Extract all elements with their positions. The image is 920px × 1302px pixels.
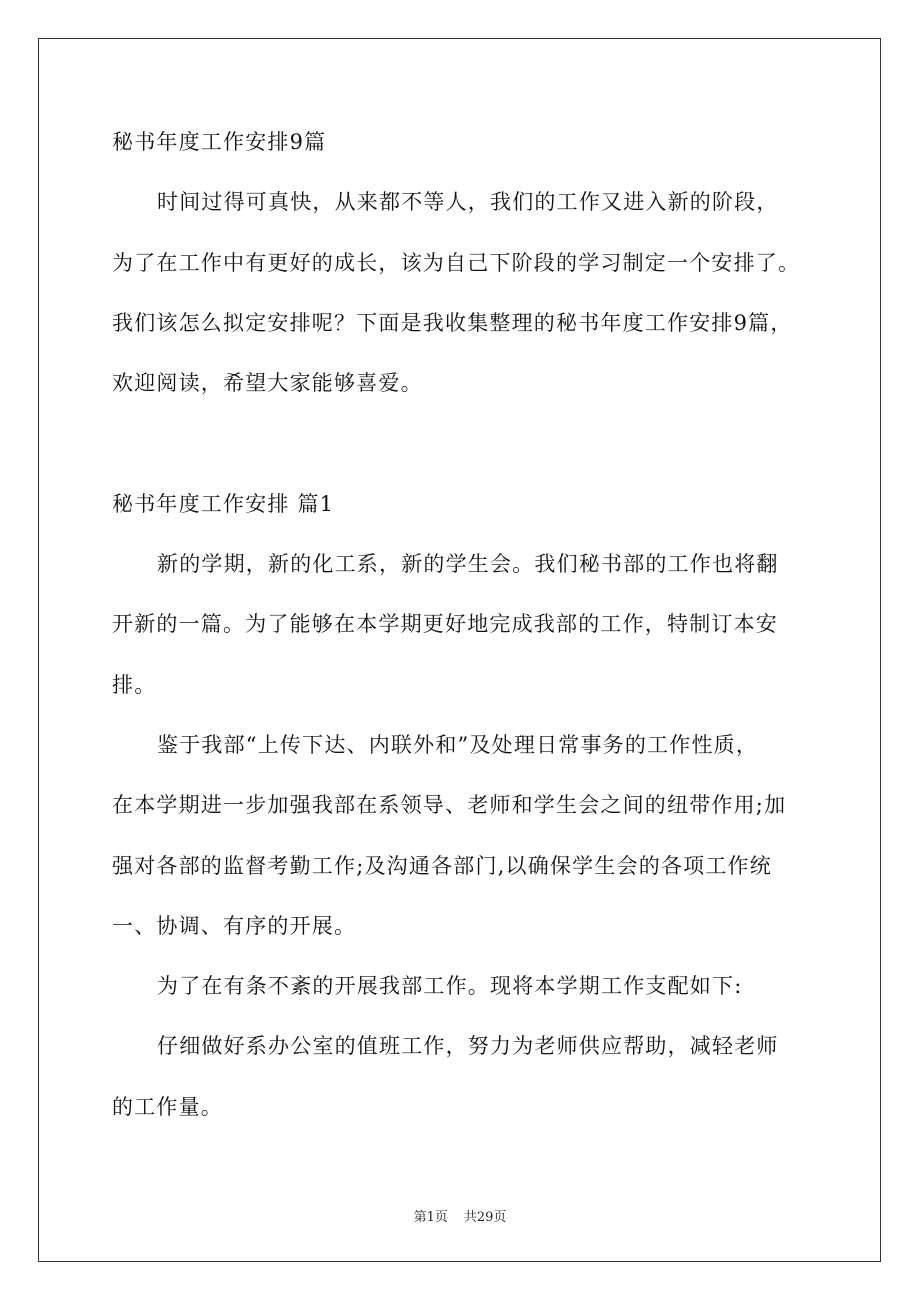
page-total: 共29页 [463,1210,507,1225]
text-line: 一、协调、有序的开展。 [112,913,357,938]
section-heading: 秘书年度工作安排 篇1 [112,491,335,516]
text-line: 强对各部的监督考勤工作;及沟通各部门,以确保学生会的各项工作统 [112,853,772,878]
text-line: 仔细做好系办公室的值班工作，努力为老师供应帮助，减轻老师 [157,1034,779,1059]
text-line: 排。 [112,672,157,697]
text-line: 我们该怎么拟定安排呢？下面是我收集整理的秘书年度工作安排9篇， [112,310,793,335]
text-line: 在本学期进一步加强我部在系领导、老师和学生会之间的纽带作用;加 [112,793,787,818]
text-line: 开新的一篇。为了能够在本学期更好地完成我部的工作，特制订本安 [112,612,778,637]
document-title: 秘书年度工作安排9篇 [112,130,327,154]
text-line: 欢迎阅读，希望大家能够喜爱。 [112,371,423,396]
text-line: 的工作量。 [112,1094,223,1119]
text-line: 时间过得可真快，从来都不等人，我们的工作又进入新的阶段， [157,190,779,215]
text-line: 为了在有条不紊的开展我部工作。现将本学期工作支配如下: [157,974,743,999]
text-line: 鉴于我部“上传下达、内联外和”及处理日常事务的工作性质， [157,732,759,757]
text-line: 为了在工作中有更好的成长，该为自己下阶段的学习制定一个安排了。 [112,250,801,275]
text-line: 新的学期，新的化工系，新的学生会。我们秘书部的工作也将翻 [157,552,779,577]
page-number: 第1页 [413,1210,448,1225]
page-footer [0,1206,920,1225]
document-body [112,126,812,1151]
